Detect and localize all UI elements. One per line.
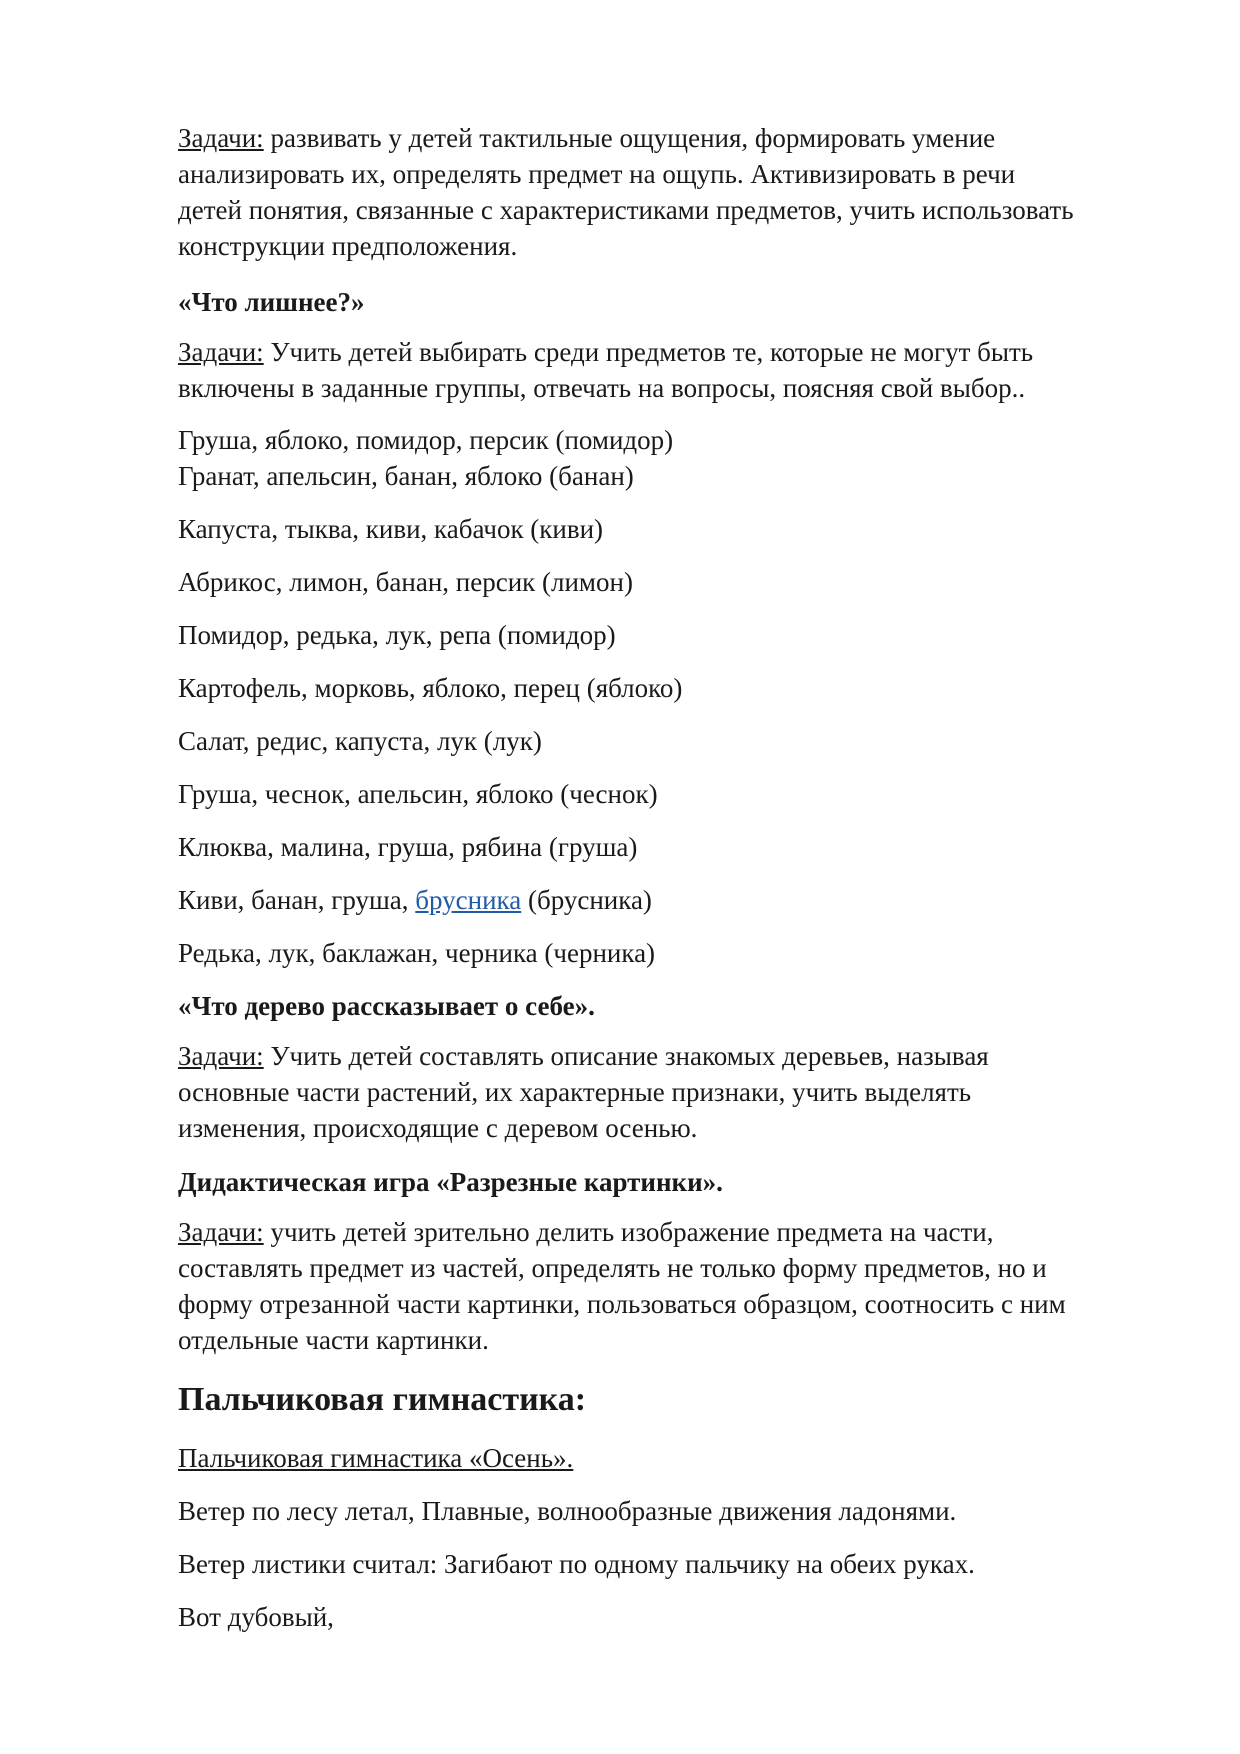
text-line: конструкции предположения. [178,231,518,261]
tasks-paragraph-3 [178,1038,1163,1146]
text-line: учить детей зрительно делить изображение предмета на части, [263,1217,994,1247]
tasks-label: Задачи: [178,1217,264,1247]
subheading: Пальчиковая гимнастика «Осень». [178,1443,574,1473]
list-item: Картофель, морковь, яблоко, перец (яблоко) [178,673,683,703]
poem-line: Ветер по лесу летал, Плавные, волнообразные движения ладонями. [178,1496,957,1526]
text-line: основные части растений, их характерные признаки, учить выделять [178,1077,972,1107]
text-line: Учить детей выбирать среди предметов те, которые не могут быть [263,337,1034,367]
text-line: изменения, происходящие с деревом осенью. [178,1113,698,1143]
tasks-paragraph-2 [178,334,1163,406]
text-line: отдельные части картинки. [178,1325,489,1355]
text-segment: Киви, банан, груша, [178,885,416,915]
game-title-chto-lishnee: «Что лишнее?» [178,287,365,317]
tasks-paragraph-4 [178,1214,1163,1358]
list-item: Груша, яблоко, помидор, персик (помидор) [178,425,674,455]
poem-line: Вот дубовый, [178,1602,334,1632]
list-item: Абрикос, лимон, банан, персик (лимон) [178,567,633,597]
tasks-paragraph-1 [178,120,1163,264]
list-item: Помидор, редька, лук, репа (помидор) [178,620,616,650]
list-item: Салат, редис, капуста, лук (лук) [178,726,542,756]
tasks-label: Задачи: [178,123,264,153]
brusnika-link[interactable]: брусника [415,885,522,915]
list-item: Капуста, тыква, киви, кабачок (киви) [178,514,604,544]
text-segment: (брусника) [521,885,652,915]
game-title-razreznye: Дидактическая игра «Разрезные картинки». [178,1167,723,1197]
list-item: Гранат, апельсин, банан, яблоко (банан) [178,461,634,491]
tasks-label: Задачи: [178,337,264,367]
tasks-label: Задачи: [178,1041,264,1071]
poem-line: Ветер листики считал: Загибают по одному пальчику на обеих руках. [178,1549,975,1579]
game-title-derevo: «Что дерево рассказывает о себе». [178,991,595,1021]
list-item: Клюква, малина, груша, рябина (груша) [178,832,638,862]
list-item-with-link [178,882,1163,918]
text-line: анализировать их, определять предмет на ощупь. Активизировать в речи [178,159,1016,189]
text-line: составлять предмет из частей, определять не только форму предметов, но и [178,1253,1047,1283]
text-line: форму отрезанной части картинки, пользоваться образцом, соотносить с ним [178,1289,1066,1319]
section-heading: Пальчиковая гимнастика: [178,1381,587,1418]
text-line: детей понятия, связанные с характеристиками предметов, учить использовать [178,195,1074,225]
text-line: Учить детей составлять описание знакомых деревьев, называя [263,1041,989,1071]
list-item: Редька, лук, баклажан, черника (черника) [178,938,656,968]
list-item: Груша, чеснок, апельсин, яблоко (чеснок) [178,779,658,809]
text-line: развивать у детей тактильные ощущения, формировать умение [263,123,996,153]
text-line: включены в заданные группы, отвечать на вопросы, поясняя свой выбор.. [178,373,1026,403]
